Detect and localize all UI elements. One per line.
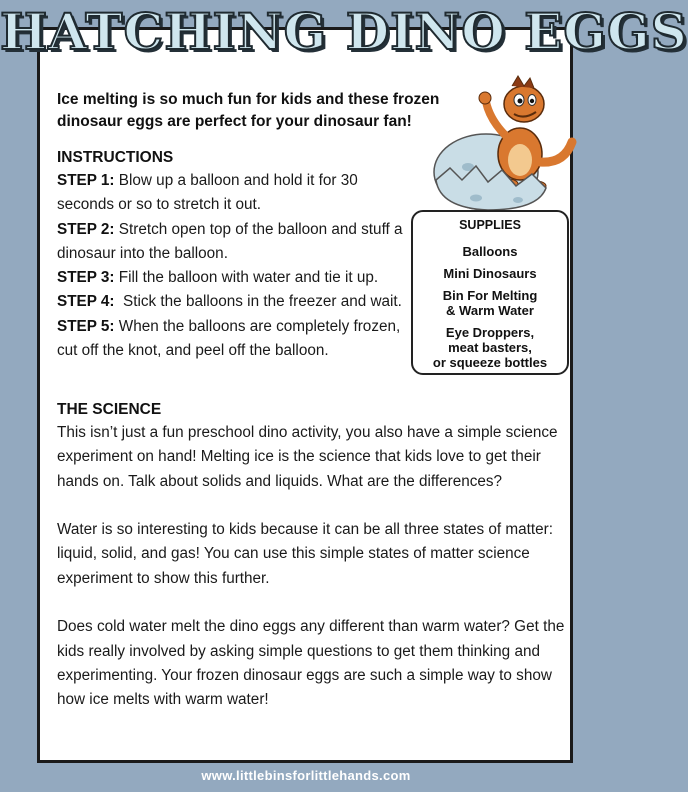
step-label: STEP 1: [57,172,115,189]
step-2 [57,218,417,267]
instructions-section [57,147,417,363]
intro-text: Ice melting is so much fun for kids and these frozen dinosaur eggs are perfect for your dinosaur fan! [57,91,440,130]
step-text: When the balloons are completely frozen, cut off the knot, and peel off the balloon. [57,317,401,360]
step-4 [57,290,417,314]
step-label: STEP 3: [57,269,115,287]
step-3 [57,266,417,290]
footer-url[interactable]: www.littlebinsforlittlehands.com [201,768,411,783]
supply-item: Eye Droppers, meat basters, or squeeze bottles [432,325,548,370]
supply-item: Bin For Melting & Warm Water [442,288,538,318]
step-label: STEP 4: [57,293,115,311]
supplies-box [411,210,569,375]
step-5 [57,315,417,364]
step-text: Fill the balloon with water and tie it up. [114,269,379,287]
science-paragraph: Water is so interesting to kids because it can be all three states of matter: liquid, solid, and gas! You can use this simple states of matter science experiment to show this further. [57,521,553,587]
science-paragraph: Does cold water melt the dino eggs any different than warm water? Get the kids really involved by asking simple questions to get them thinking and experimenting. Your frozen dinosaur eggs are such a simple way to show how ice melts with warm water! [57,618,565,709]
step-1 [57,169,417,218]
step-label: STEP 5: [57,317,115,335]
step-label: STEP 2: [57,220,115,238]
step-text: Stretch open top of the balloon and stuff a dinosaur into the balloon. [57,220,403,262]
supplies-heading: SUPPLIES [459,218,521,232]
science-heading: THE SCIENCE [57,401,162,418]
supply-item: Mini Dinosaurs [443,266,537,281]
page-title: HATCHING DINO EGGS [0,2,688,61]
step-text: Stick the balloons in the freezer and wait. [114,293,402,311]
supply-item: Balloons [462,244,518,259]
instructions-heading: INSTRUCTIONS [57,149,174,166]
science-paragraph: This isn’t just a fun preschool dino activity, you also have a simple science experiment on hand! Melting ice is the science that kids love to get their hands on. Talk about solids and liquids. What are the differences? [57,424,558,490]
step-text: Blow up a balloon and hold it for 30 seconds or so to stretch it out. [57,172,358,214]
science-section [57,399,567,737]
